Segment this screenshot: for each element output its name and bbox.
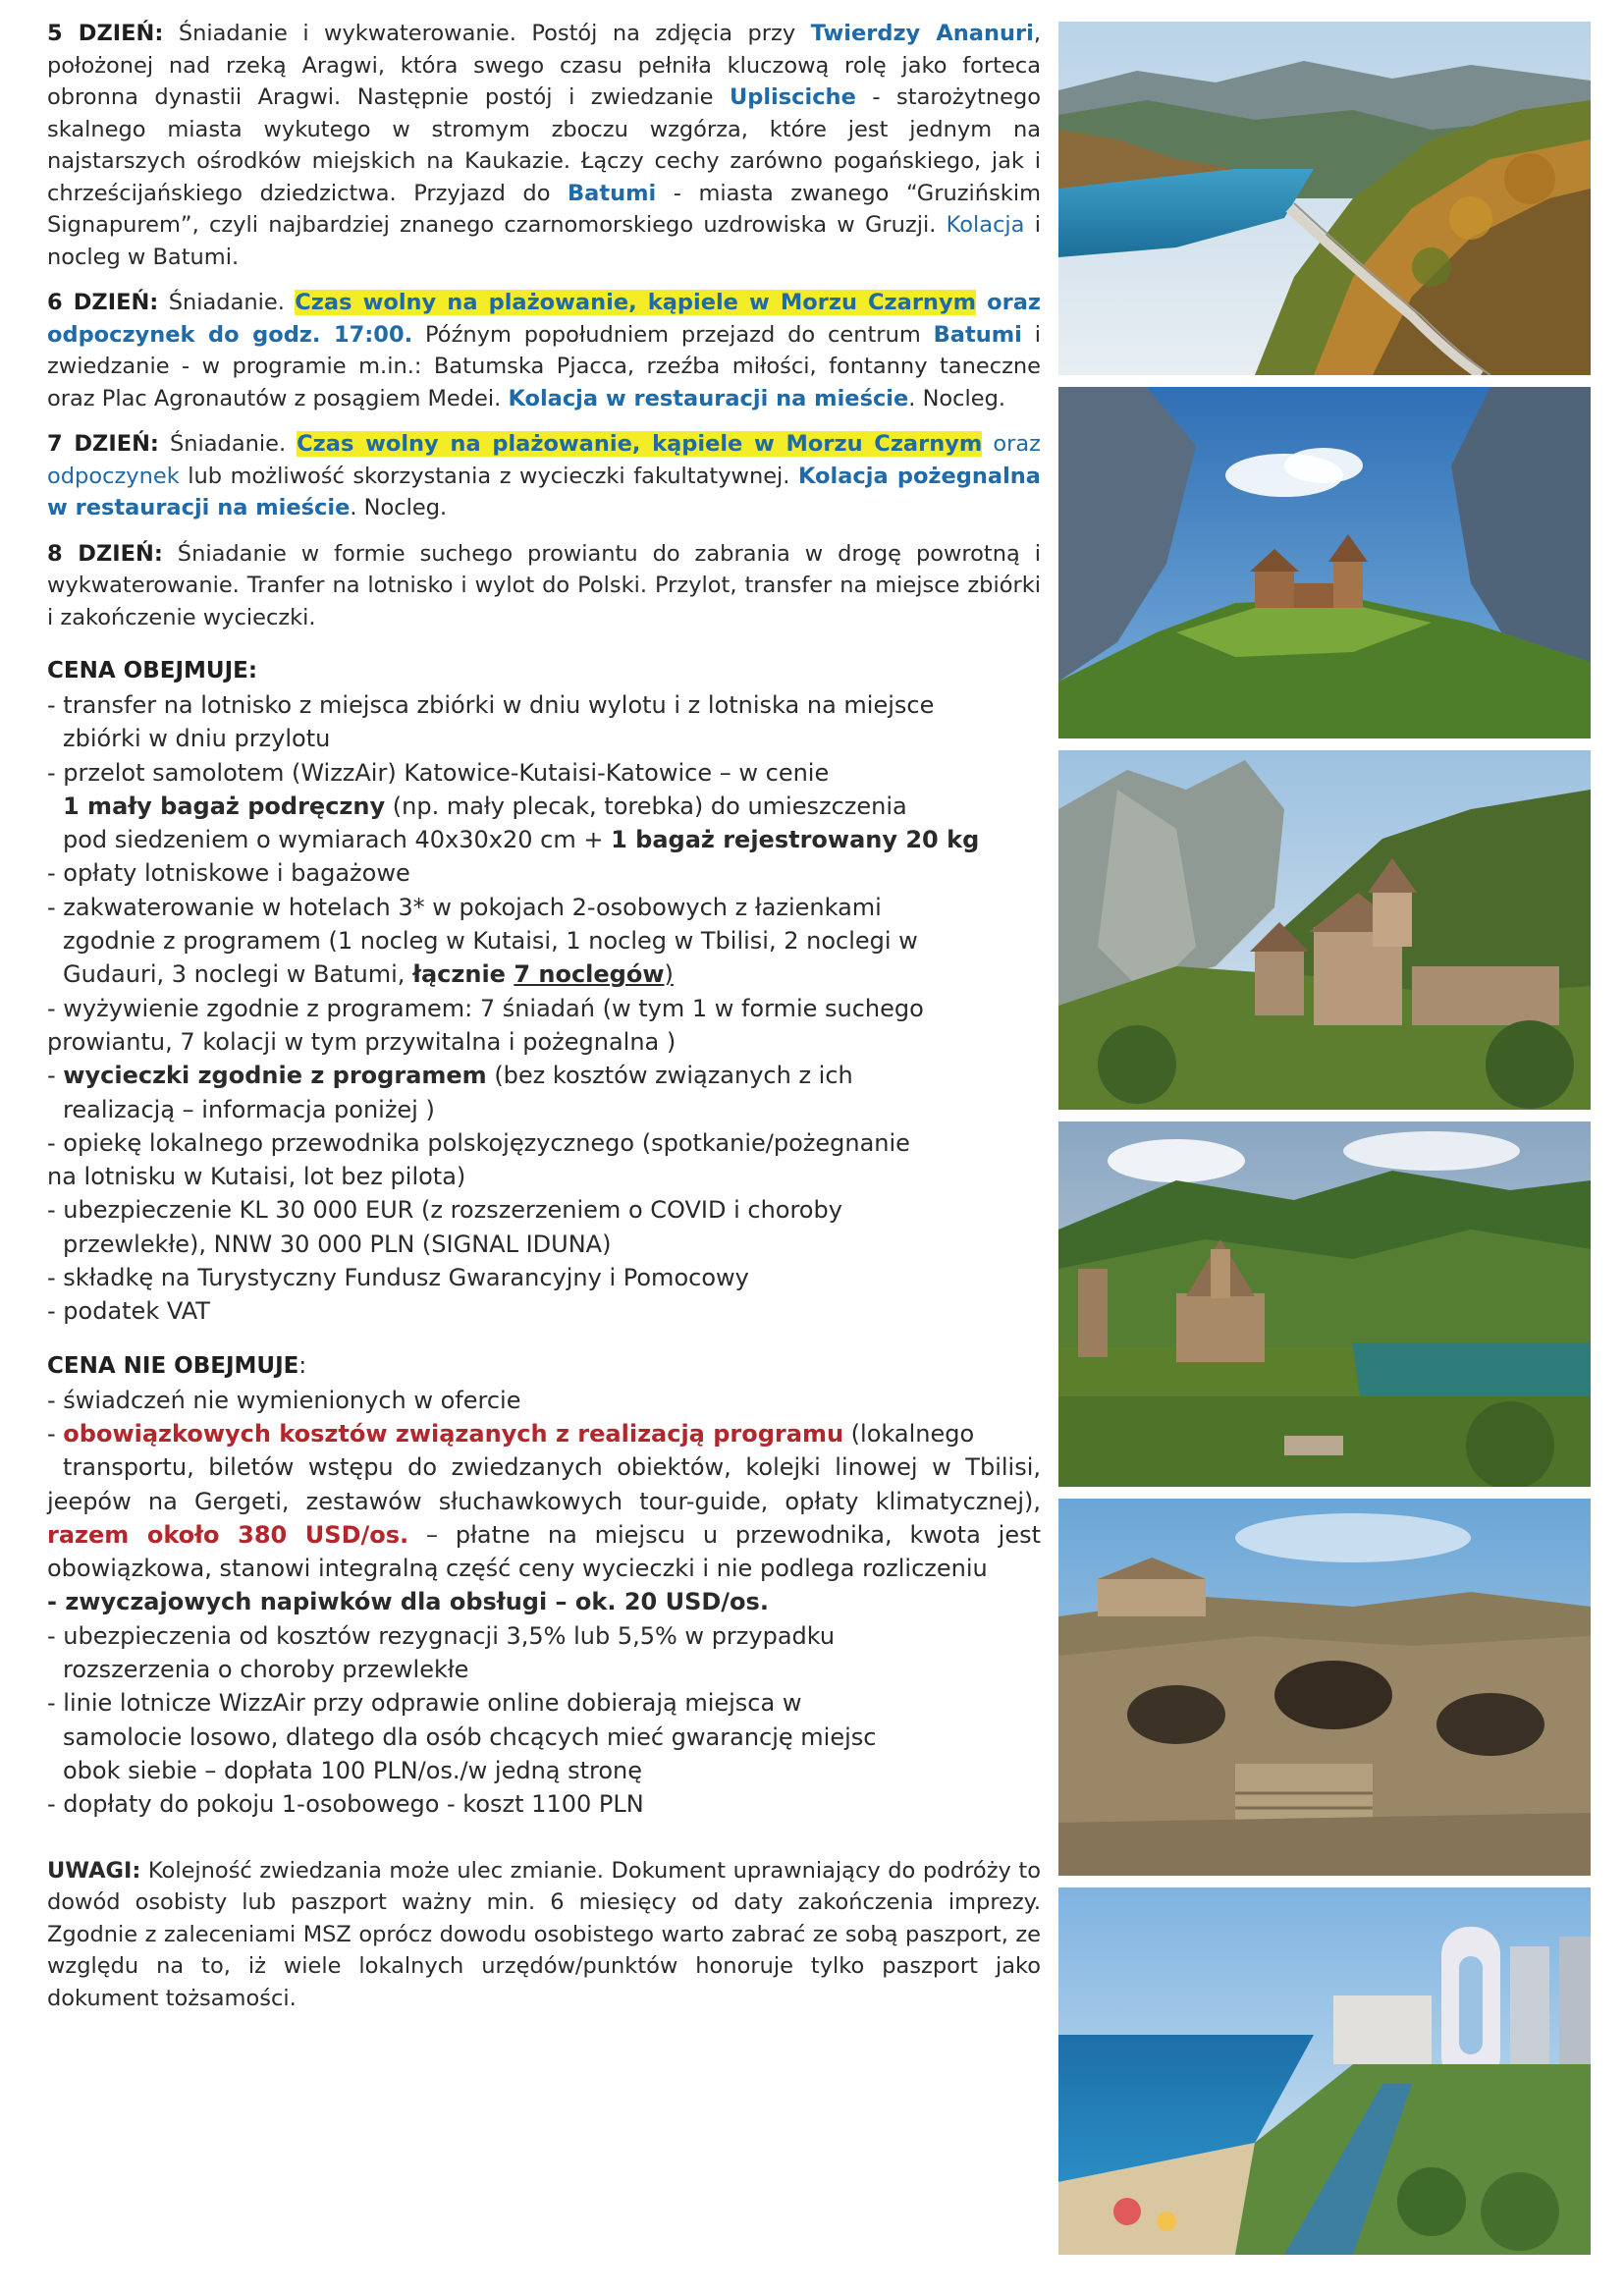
includes-item-4b: zgodnie z programem (1 nocleg w Kutaisi, 1 nocleg w Tbilisi, 2 noclegi w	[63, 927, 918, 956]
includes-item-2b	[47, 790, 1041, 823]
excludes-item-4b: rozszerzenia o choroby przewlekłe	[63, 1656, 469, 1684]
day-5-text-1: Śniadanie i wykwaterowanie. Postój na zdjęcia przy	[163, 21, 811, 46]
includes-item-4c-text: Gudauri, 3 noclegi w Batumi,	[63, 960, 413, 989]
includes-item-2b-bold: 1 mały bagaż podręczny	[63, 792, 386, 820]
includes-item-4c	[47, 957, 1041, 991]
day-6-kolacja: Kolacja w restauracji na mieście	[508, 385, 909, 411]
includes-item-6-text: (bez kosztów związanych z ich	[486, 1062, 853, 1090]
day-5-text-4: - miasta zwanego “Gruzińskim Signapurem”, czyli najbardziej znanego czarnomorskiego uzdrowiska w Gruzji.	[47, 180, 1041, 238]
day-5-label: 5 DZIEŃ:	[47, 21, 164, 46]
day-6-paragraph	[47, 287, 1041, 414]
day-7-highlight: Czas wolny na plażowanie, kąpiele w Morzu Czarnym	[297, 431, 983, 457]
includes-item-5b: prowiantu, 7 kolacji w tym przywitalna i pożegnalna )	[47, 1027, 677, 1056]
includes-title: CENA OBEJMUJE:	[47, 658, 258, 683]
excludes-item-2	[47, 1417, 1041, 1450]
day-8-label: 8 DZIEŃ:	[47, 540, 163, 567]
excludes-item-2-red-2: razem około 380 USD/os.	[47, 1520, 409, 1549]
day-6-text-3: i zwiedzanie - w programie m.in.: Batumska Pjacca, rzeźba miłości, fontanny taneczne oraz Plac Agronautów z posągiem Medei.	[47, 321, 1041, 411]
itinerary-text-column	[47, 18, 1041, 2037]
excludes-item-5c: obok siebie – dopłata 100 PLN/os./w jedną stronę	[63, 1756, 643, 1784]
excludes-item-2-pre: -	[47, 1419, 64, 1448]
day-8-text-1: Śniadanie w formie suchego prowiantu do zabrania w drogę powrotną i wykwaterowanie. Tranfer na lotnisko i wylot do Polski. Przylot, transfer na miejsce zbiórki i zakończenie wycieczki.	[47, 540, 1041, 630]
excludes-item-2-c: – płatne na miejscu u przewodnika, kwota jest obowiązkowa, stanowi integralną część ceny wycieczki i nie podlega rozliczeniu	[47, 1520, 1041, 1583]
day-5-paragraph	[47, 18, 1041, 273]
day-5-kolacja: Kolacja	[946, 212, 1025, 238]
day-7-paragraph	[47, 428, 1041, 524]
includes-item-7b: na lotnisku w Kutaisi, lot bez pilota)	[47, 1163, 466, 1191]
photo-batumi-seaside	[1058, 1887, 1591, 2255]
day-6-text-4: . Nocleg.	[908, 385, 1006, 411]
photo-ananuri-fortress	[1058, 1121, 1591, 1487]
excludes-item-3-bold: - zwyczajowych napiwków dla obsługi – ok. 20 USD/os.	[47, 1588, 769, 1616]
includes-item-4a: - zakwaterowanie w hotelach 3* w pokojach 2-osobowych z łazienkami	[47, 893, 882, 921]
photo-fortress-svg	[1058, 1121, 1591, 1487]
includes-item-4c-end: )	[664, 960, 674, 989]
includes-item-2a: - przelot samolotem (WizzAir) Katowice-Kutaisi-Katowice – w cenie	[47, 758, 830, 787]
photo-ananuri-svg	[1058, 22, 1591, 375]
includes-item-3: - opłaty lotniskowe i bagażowe	[47, 859, 410, 888]
excludes-title-colon: :	[298, 1352, 307, 1379]
excludes-item-1: - świadczeń nie wymienionych w ofercie	[47, 1386, 521, 1414]
includes-item-2c	[47, 823, 1041, 856]
day-8-paragraph	[47, 538, 1041, 634]
day-7-label: 7 DZIEŃ:	[47, 431, 159, 457]
includes-item-2c-text: pod siedzeniem o wymiarach 40x30x20 cm +	[63, 826, 612, 854]
day-5-text-3: - starożytnego skalnego miasta wykutego w stromym zboczu wzgórza, które jest jednym na najstarszych ośrodków miejskich na Kaukazie. Łączy cechy zarówno pogańskiego, jak i chrześcijańskiego dziedzictwa. Przyjazd do	[47, 84, 1041, 206]
day-6-text-2: Późnym popołudniem przejazd do centrum	[412, 321, 934, 348]
includes-item-1b: zbiórki w dniu przylotu	[63, 725, 331, 753]
excludes-item-4a: - ubezpieczenia od kosztów rezygnacji 3,5% lub 5,5% w przypadku	[47, 1621, 836, 1650]
includes-item-7a: - opiekę lokalnego przewodnika polskojęzycznego (spotkanie/pożegnanie	[47, 1128, 910, 1157]
includes-item-2c-bold: 1 bagaż rejestrowany 20 kg	[611, 826, 980, 854]
day-7-text-2: lub możliwość skorzystania z wycieczki fakultatywnej.	[179, 463, 798, 489]
photo-mountain-monastery	[1058, 750, 1591, 1110]
day-6-batumi: Batumi	[933, 321, 1022, 348]
excludes-item-2-b: transportu, biletów wstępu do zwiedzanych obiektów, kolejki linowej w Tbilisi, jeepów na Gergeti, zestawów słuchawkowych tour-guide, opłaty klimatycznej),	[47, 1453, 1041, 1515]
excludes-list	[47, 1384, 1041, 1822]
photo-ananuri-reservoir	[1058, 22, 1591, 375]
photo-gergeti-church	[1058, 387, 1591, 738]
includes-item-1a: - transfer na lotnisko z miejsca zbiórki w dniu wylotu i z lotniska na miejsce	[47, 691, 935, 719]
notes-text: Kolejność zwiedzania może ulec zmianie. Dokument uprawniający do podróży to dowód osobisty lub paszport ważny min. 6 miesięcy od daty zakończenia imprezy. Zgodnie z zaleceniami MSZ oprócz dowodu osobistego warto zabrać ze sobą paszport, ze względu na to, iż wiele lokalnych urzędów/punktów honoruje tylko paszport jako dokument tożsamości.	[47, 1857, 1041, 2011]
day-7-text-3: . Nocleg.	[350, 495, 448, 520]
notes-paragraph	[47, 1855, 1041, 2015]
photo-gergeti-svg	[1058, 387, 1591, 738]
includes-item-6	[47, 1059, 1041, 1092]
day-6-highlight: Czas wolny na plażowanie, kąpiele w Morzu Czarnym	[295, 290, 977, 315]
includes-item-4c-bold: łącznie	[412, 960, 514, 989]
day-6-blue-1: oraz odpoczynek do godz. 17:00.	[47, 290, 1041, 348]
day-5-uplisciche: Uplisciche	[729, 84, 856, 110]
day-6-label: 6 DZIEŃ:	[47, 290, 159, 315]
includes-item-10: - podatek VAT	[47, 1297, 210, 1326]
excludes-item-2-body	[47, 1450, 1041, 1585]
photo-uplisciche-caves	[1058, 1499, 1591, 1876]
includes-item-8b: przewlekłe), NNW 30 000 PLN (SIGNAL IDUNA)	[63, 1230, 612, 1258]
excludes-item-2-red: obowiązkowych kosztów związanych z realizacją programu	[63, 1419, 844, 1448]
excludes-item-6: - dopłaty do pokoju 1-osobowego - koszt 1100 PLN	[47, 1790, 644, 1819]
day-5-ananuri: Twierdzy Ananuri	[810, 21, 1034, 46]
day-6-text-1: Śniadanie.	[158, 290, 296, 315]
excludes-item-5b: samolocie losowo, dlatego dla osób chcących mieć gwarancję miejsc	[63, 1722, 877, 1751]
day-7-text-1: Śniadanie.	[158, 431, 298, 457]
includes-item-8a: - ubezpieczenie KL 30 000 EUR (z rozszerzeniem o COVID i choroby	[47, 1196, 842, 1225]
includes-item-6-pre: -	[47, 1062, 64, 1090]
day-5-text-5: i nocleg w Batumi.	[47, 212, 1041, 270]
excludes-title-text: CENA NIE OBEJMUJE	[47, 1352, 299, 1379]
excludes-item-3	[47, 1585, 1041, 1618]
photo-monastery-svg	[1058, 750, 1591, 1110]
includes-item-9: - składkę na Turystyczny Fundusz Gwarancyjny i Pomocowy	[47, 1264, 749, 1292]
day-5-text-2: , położonej nad rzeką Aragwi, która swego czasu pełniła kluczową rolę jako forteca obronna dynastii Aragwi. Następnie postój i zwiedzanie	[47, 21, 1041, 110]
photo-uplisciche-svg	[1058, 1499, 1591, 1876]
includes-item-2b-text: (np. mały plecak, torebka) do umieszczenia	[385, 792, 907, 820]
includes-item-5a: - wyżywienie zgodnie z programem: 7 śniadań (w tym 1 w formie suchego	[47, 994, 924, 1022]
day-5-batumi: Batumi	[568, 180, 657, 206]
includes-item-6b: realizacją – informacja poniżej )	[63, 1095, 435, 1123]
includes-list	[47, 688, 1041, 1329]
photo-batumi-svg	[1058, 1887, 1591, 2255]
excludes-item-5a: - linie lotnicze WizzAir przy odprawie online dobierają miejsca w	[47, 1689, 802, 1718]
excludes-item-2-a: (lokalnego	[843, 1419, 975, 1448]
day-7-blue-1: oraz odpoczynek	[47, 431, 1041, 489]
includes-item-4c-underline: 7 noclegów	[514, 960, 665, 989]
excludes-title	[47, 1350, 1041, 1382]
notes-label: UWAGI:	[47, 1857, 141, 1884]
day-7-kolacja: Kolacja pożegnalna w restauracji na mieście	[47, 463, 1041, 520]
includes-item-6-bold: wycieczki zgodnie z programem	[63, 1062, 487, 1090]
